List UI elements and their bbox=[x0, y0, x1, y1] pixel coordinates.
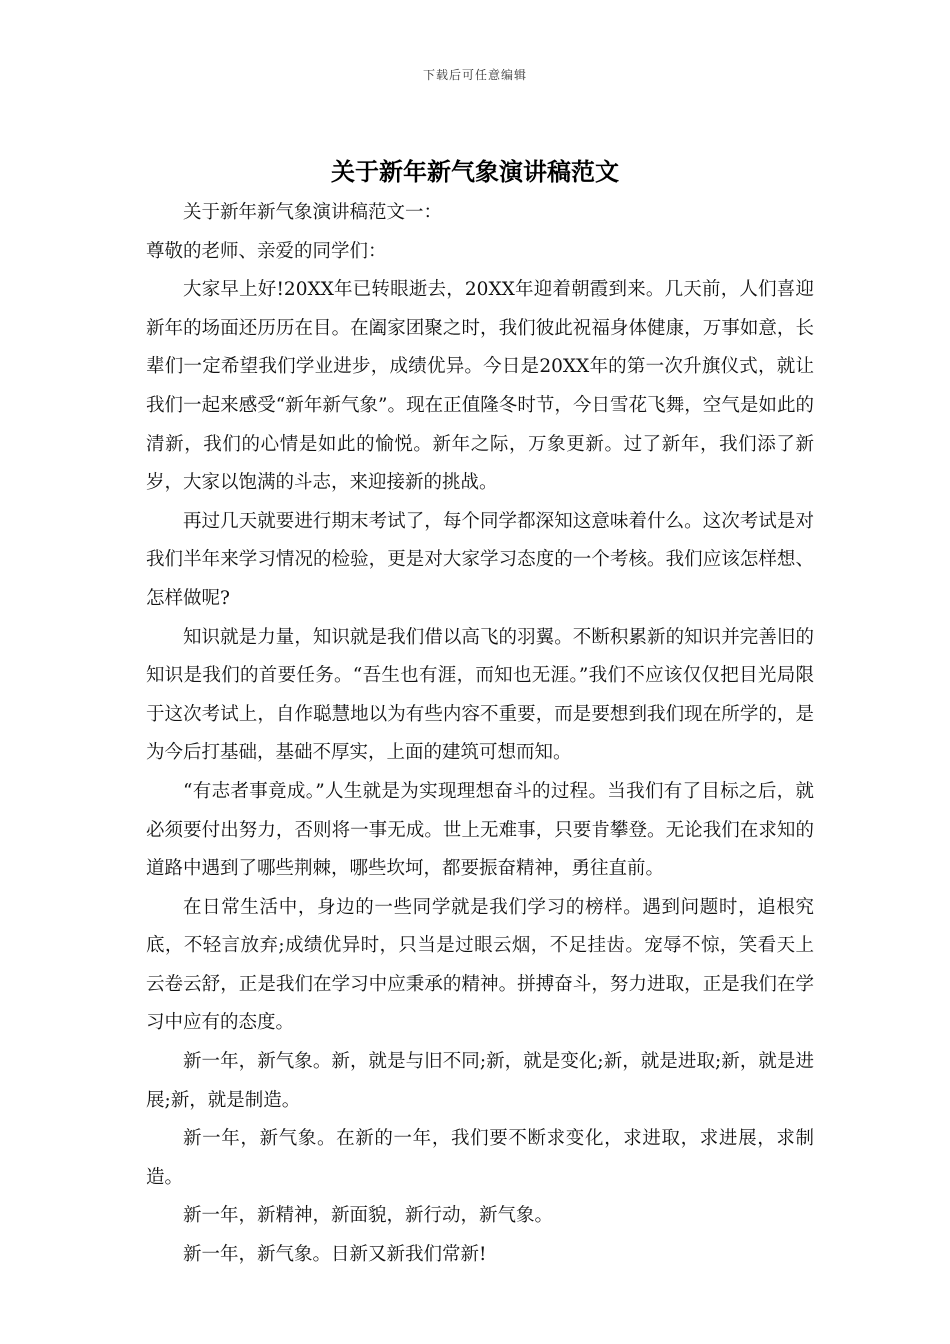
paragraph-3: 知识就是力量，知识就是我们借以高飞的羽翼。不断积累新的知识并完善旧的知识是我们的首要任务。“吾生也有涯，而知也无涯。”我们不应该仅仅把目光局限于这次考试上，自作聪慧地以为有些内容不重要，而是要想到我们现在所学的，是为今后打基础，基础不厚实，上面的建筑可想而知。 bbox=[146, 626, 814, 764]
salutation: 尊敬的老师、亲爱的同学们： bbox=[146, 240, 387, 262]
section-heading: 关于新年新气象演讲稿范文一： bbox=[183, 202, 443, 223]
paragraph-8: 新一年，新精神，新面貌，新行动，新气象。 bbox=[183, 1205, 554, 1227]
document-body bbox=[146, 194, 814, 1275]
paragraph-4: “有志者事竟成。”人生就是为实现理想奋斗的过程。当我们有了目标之后，就必须要付出努力，否则将一事无成。世上无难事，只要肯攀登。无论我们在求知的道路中遇到了哪些荆棘，哪些坎坷，都要振奋精神，勇往直前。 bbox=[146, 780, 814, 880]
paragraph-2: 再过几天就要进行期末考试了，每个同学都深知这意味着什么。这次考试是对我们半年来学习情况的检验，更是对大家学习态度的一个考核。我们应该怎样想、怎样做呢? bbox=[146, 510, 814, 609]
header-note: 下载后可任意编辑 bbox=[422, 68, 527, 82]
paragraph-9: 新一年，新气象。日新又新我们常新! bbox=[183, 1244, 487, 1266]
paragraph-5: 在日常生活中，身边的一些同学就是我们学习的榜样。遇到问题时，追根究底，不轻言放弃;成绩优异时，只当是过眼云烟，不足挂齿。宠辱不惊，笑看天上云卷云舒，正是我们在学习中应秉承的精神。拼搏奋斗，努力进取，正是我们在学习中应有的态度。 bbox=[146, 896, 814, 1034]
paragraph-1: 大家早上好!20XX年已转眼逝去，20XX年迎着朝霞到来。几天前，人们喜迎新年的场面还历历在目。在阖家团聚之时，我们彼此祝福身体健康，万事如意，长辈们一定希望我们学业进步，成绩优异。今日是20XX年的第一次升旗仪式，就让我们一起来感受“新年新气象”。现在正值隆冬时节，今日雪花飞舞，空气是如此的清新，我们的心情是如此的愉悦。新年之际，万象更新。过了新年，我们添了新岁，大家以饱满的斗志，来迎接新的挑战。 bbox=[146, 279, 814, 494]
document-title: 关于新年新气象演讲稿范文 bbox=[331, 157, 619, 186]
paragraph-6: 新一年，新气象。新，就是与旧不同;新，就是变化;新，就是进取;新，就是进展;新，就是制造。 bbox=[146, 1051, 814, 1111]
paragraph-7: 新一年，新气象。在新的一年，我们要不断求变化，求进取，求进展，求制造。 bbox=[146, 1128, 814, 1188]
